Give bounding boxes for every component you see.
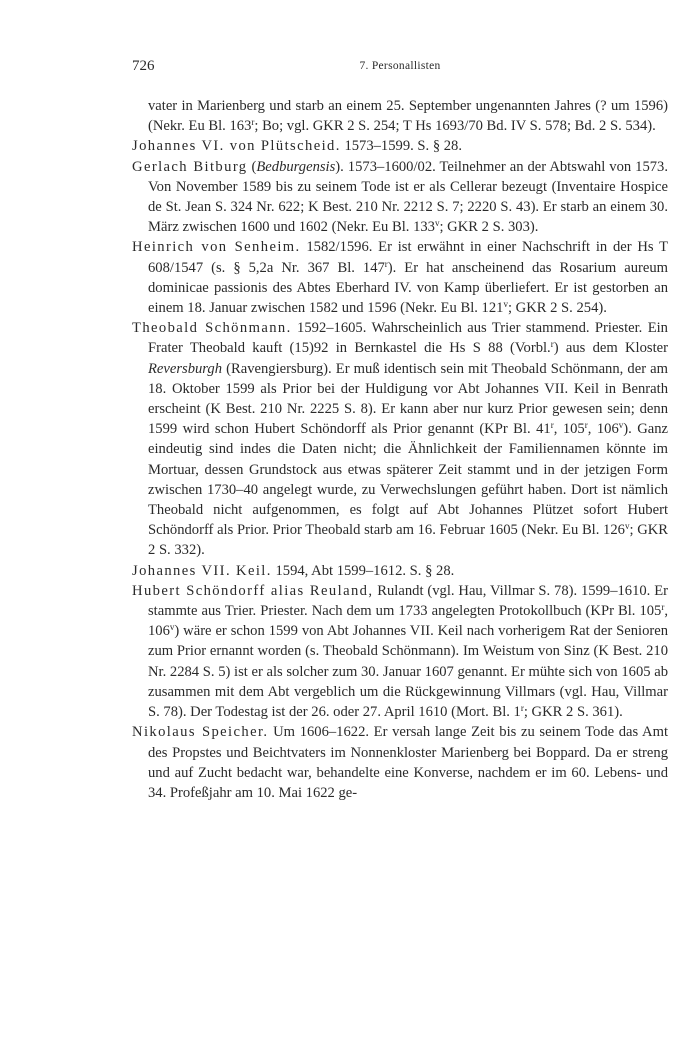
register-entry: [132, 581, 668, 722]
register-entry: [132, 136, 668, 156]
entry-name: Theobald Schönmann.: [132, 320, 292, 337]
entry-text: 1582/1596. Er ist erwähnt in einer Nachschrift in der Hs T 608/1547 (s. § 5,2a Nr. 367 Bl. 147$^r$). Er hat anscheinend das Rosarium aureum dominicae passionis des Abtes Eberhard IV. von Kamp überliefert. Er ist gestorben an einem 18. Januar zwischen 1582 und 1596 (Nekr. Eu Bl. 121$^v$; GKR 2 S. 254).: [148, 239, 668, 317]
register-entry: [132, 561, 668, 581]
page-number: 726: [132, 58, 155, 74]
entry-text: (Bedburgensis). 1573–1600/02. Teilnehmer an der Abtswahl von 1573. Von November 1589 bis zu seinem Tode ist er als Cellerar bezeugt (Inventaire Hospice de St. Jean S. 324 Nr. 622; K Best. 210 Nr. 2212 S. 7; 2220 S. 43). Er starb an einem 30. März zwischen 1600 und 1602 (Nekr. Eu Bl. 133$^v$; GKR 2 S. 303).: [148, 158, 668, 236]
entry-name: Gerlach Bitburg: [132, 158, 248, 175]
entry-name: Hubert Schöndorff alias Reuland,: [132, 582, 374, 599]
entry-name: Nikolaus Speicher.: [132, 724, 269, 741]
register-entry: [132, 157, 668, 238]
entry-text: 1594, Abt 1599–1612. S. § 28.: [275, 562, 455, 579]
entry-name: Johannes VII. Keil.: [132, 562, 272, 579]
register-entry: [132, 237, 668, 318]
register-entry: [132, 96, 668, 136]
register-entry: [132, 318, 668, 560]
entry-name: Heinrich von Senheim.: [132, 239, 301, 256]
register-text: [132, 96, 668, 803]
running-head: 7. Personallisten: [359, 60, 441, 72]
entry-text: Um 1606–1622. Er versah lange Zeit bis zu seinem Tode das Amt des Propstes und Beichtvaters im Nonnenkloster Marienberg bei Boppard. Da er streng und auf Zucht bedacht war, behandelte eine Konverse, nachdem er im 60. Lebens- und 34. Profeßjahr am 10. Mai 1622 ge-: [148, 724, 669, 801]
entry-text: 1592–1605. Wahrscheinlich aus Trier stammend. Priester. Ein Frater Theobald kauft (15)92 in Bernkastel die Hs S 88 (Vorbl.$^r$) aus dem Kloster Reversburgh (Ravengiersburg). Er muß identisch sein mit Theobald Schönmann, der am 18. Oktober 1599 als Prior bei der Huldigung vor Abt Johannes VII. Keil in Benrath erscheint (K Best. 210 Nr. 2225 S. 8). Er kann aber nur kurz Prior gewesen sein; denn 1599 wird schon Hubert Schöndorff als Prior genannt (KPr Bl. 41$^r$, 105$^r$, 106$^v$). Ganz eindeutig sind indes die Daten nicht; die Ähnlichkeit der Familiennamen könnte im Mortuar, dessen Grundstock aus etwas späterer Zeit stammt und in der jetzigen Form zwischen 1730–40 angelegt wurde, zu Verwechslungen geführt haben. Dort ist nämlich Theobald nicht aufgenommen, es folgt auf Abt Johannes Plützet sofort Hubert Schöndorff als Prior. Prior Theobald starb am 16. Februar 1605 (Nekr. Eu Bl. 126$^v$; GKR 2 S. 332).: [148, 320, 669, 559]
page-header: [132, 58, 668, 80]
entry-name: Johannes VI. von Plütscheid.: [132, 138, 341, 155]
entry-text: vater in Marienberg und starb an einem 25. September ungenannten Jahres (? um 1596) (Nekr. Eu Bl. 163$^r$; Bo; vgl. GKR 2 S. 254; T Hs 1693/70 Bd. IV S. 578; Bd. 2 S. 534).: [148, 98, 668, 135]
register-entry: [132, 722, 668, 803]
entry-text: 1573–1599. S. § 28.: [344, 138, 463, 155]
entry-text: Rulandt (vgl. Hau, Villmar S. 78). 1599–1610. Er stammte aus Trier. Priester. Nach dem um 1733 angelegten Protokollbuch (KPr Bl. 105$^r$, 106$^v$) wäre er schon 1599 von Abt Johannes VII. Keil nach vorherigem Rat der Senioren zum Prior ernannt worden (s. Theobald Schönmann). Im Weistum von Sinz (K Best. 210 Nr. 2284 S. 5) ist er als solcher zum 30. Januar 1607 genannt. Er mühte sich von 1605 ab zusammen mit dem Abt vergeblich um die Rückgewinnung Villmars (vgl. Hau, Villmar S. 78). Der Todestag ist der 26. oder 27. April 1610 (Mort. Bl. 1$^r$; GKR 2 S. 361).: [148, 582, 668, 721]
